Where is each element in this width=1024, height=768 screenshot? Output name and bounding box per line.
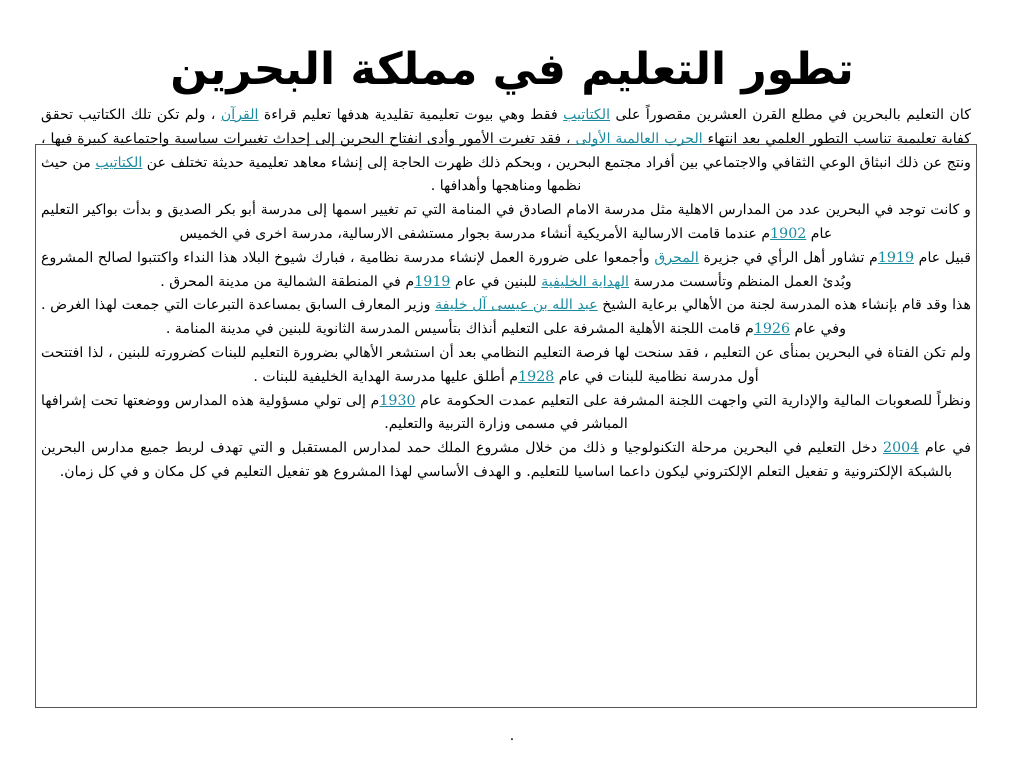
text-span: ، ولم تكن تلك الكتاتيب تحقق كفاية تعليمية تناسب التطور العلمي بعد انتهاء bbox=[41, 107, 971, 147]
text-span: و كانت توجد في البحرين عدد من المدارس الاهلية مثل مدرسة الامام الصادق في المنامة التي تم تغيير اسمها إلى مدرسة أبو بكر الصديق و بدأت بواكير التعليم عام bbox=[41, 202, 971, 242]
link-kuttab-2[interactable]: الكتاتيب bbox=[95, 154, 143, 171]
link-year-1919[interactable]: 1919 bbox=[877, 249, 915, 266]
article-body bbox=[35, 104, 977, 485]
link-year-1928[interactable]: 1928 bbox=[518, 368, 555, 385]
slide-title: تطور التعليم في مملكة البحرين bbox=[170, 44, 854, 95]
text-span: ، فقد تغيرت الأمور وأدى انفتاح البحرين إلى إحداث تغييرات سياسية واجتماعية كبيرة فيها ، ونتج عن ذلك انبثاق الوعي الثقافي والاجتماعي بين أفراد مجتمع البحرين ، وبحكم ذلك ظهرت الحاجة إلى إنشاء معاهد تعليمية حديثة تختلف عن bbox=[41, 130, 972, 171]
link-year-1930[interactable]: 1930 bbox=[379, 392, 416, 409]
text-span: م تشاور أهل الرأي في جزيرة bbox=[698, 249, 878, 266]
text-span: كان التعليم بالبحرين في مطلع القرن العشرين مقصوراً على bbox=[610, 107, 971, 123]
link-year-1902[interactable]: 1902 bbox=[770, 225, 807, 242]
text-span: للبنين في عام bbox=[450, 273, 542, 290]
paragraph-government bbox=[35, 390, 977, 438]
text-span: ونظراً للصعوبات المالية والإدارية التي واجهت اللجنة المشرفة على التعليم عمدت الحكومة عام bbox=[415, 392, 971, 409]
text-span: م قامت اللجنة الأهلية المشرفة على التعليم أنذاك بتأسيس المدرسة الثانوية للبنين في مدينة المنامة . bbox=[165, 321, 754, 338]
text-span: ولم تكن الفتاة في البحرين بمنأى عن التعليم ، فقد سنحت لها فرصة التعليم النظامي بعد أن استشعر الأهالي بضرورة التعليم للبنات كضرورته للبنين ، لذا افتتحت أول مدرسة نظامية للبنات في عام bbox=[41, 344, 971, 385]
text-span: قبيل عام bbox=[914, 249, 971, 266]
text-span: م إلى تولي مسؤولية هذه المدارس ووضعتها تحت إشرافها المباشر في مسمى وزارة التربية والتعليم. bbox=[41, 392, 628, 433]
paragraph-committee bbox=[35, 294, 977, 342]
text-span: فقط وهي بيوت تعليمية تقليدية هدفها تعليم قراءة bbox=[258, 107, 564, 123]
link-muharraq[interactable]: المحرق bbox=[654, 249, 699, 266]
text-span: م أطلق عليها مدرسة الهداية الخليفية للبنات . bbox=[253, 368, 519, 385]
paragraph-private-schools bbox=[35, 199, 977, 247]
text-span: هذا وقد قام بإنشاء هذه المدرسة لجنة من الأهالي برعاية الشيخ bbox=[597, 297, 971, 314]
text-span: م في المنطقة الشمالية من مدينة المحرق . bbox=[160, 273, 415, 290]
paragraph-technology bbox=[35, 437, 977, 485]
link-kuttab[interactable]: الكتاتيب bbox=[563, 107, 611, 123]
text-span: في عام bbox=[919, 440, 971, 457]
text-span: م عندما قامت الارسالية الأمريكية أنشاء مدرسة بجوار مستشفى الارسالية، مدرسة اخرى في الخميس bbox=[179, 225, 771, 242]
text-span: وزير المعارف السابق بمساعدة التبرعات التي جمعت لهذا الغرض . وفي عام bbox=[41, 297, 847, 338]
link-world-war-one[interactable]: الحرب العالمية الأولى bbox=[575, 130, 703, 147]
text-span: وأجمعوا على ضرورة العمل لإنشاء مدرسة نظامية ، فبارك شيوخ البلاد هذا النداء واكتتبوا لصالح المشروع وبُدئ العمل المنظم وتأسست مدرسة bbox=[41, 249, 852, 290]
link-sheikh-abdullah[interactable]: عبد الله بن عيسى آل خليفة bbox=[435, 297, 598, 314]
text-span: دخل التعليم في البحرين مرحلة التكنولوجيا و ذلك من خلال مشروع الملك حمد لمدارس المستقبل و التي تهدف لربط جميع مدارس البحرين بالشبكة الإلكترونية و تفعيل التعلم الإلكتروني ليكون داعما اساسيا للتعليم. و الهدف الأساسي لهذا المشروع هو تفعيل التعليم في كل مكان و في كل زمان. bbox=[41, 440, 953, 480]
link-year-2004[interactable]: 2004 bbox=[883, 440, 920, 457]
link-quran[interactable]: القرآن bbox=[220, 107, 259, 123]
paragraph-kuttab bbox=[35, 104, 977, 199]
end-mark: . bbox=[509, 728, 515, 744]
paragraph-girls-education bbox=[35, 342, 977, 390]
link-year-1919-2[interactable]: 1919 bbox=[414, 273, 451, 290]
paragraph-hidaya-school bbox=[35, 247, 977, 295]
text-span: من حيث نظمها ومناهجها وأهدافها . bbox=[41, 154, 582, 195]
link-hidaya-khalifiya[interactable]: الهداية الخليفية bbox=[541, 273, 629, 290]
link-year-1926[interactable]: 1926 bbox=[753, 321, 791, 338]
